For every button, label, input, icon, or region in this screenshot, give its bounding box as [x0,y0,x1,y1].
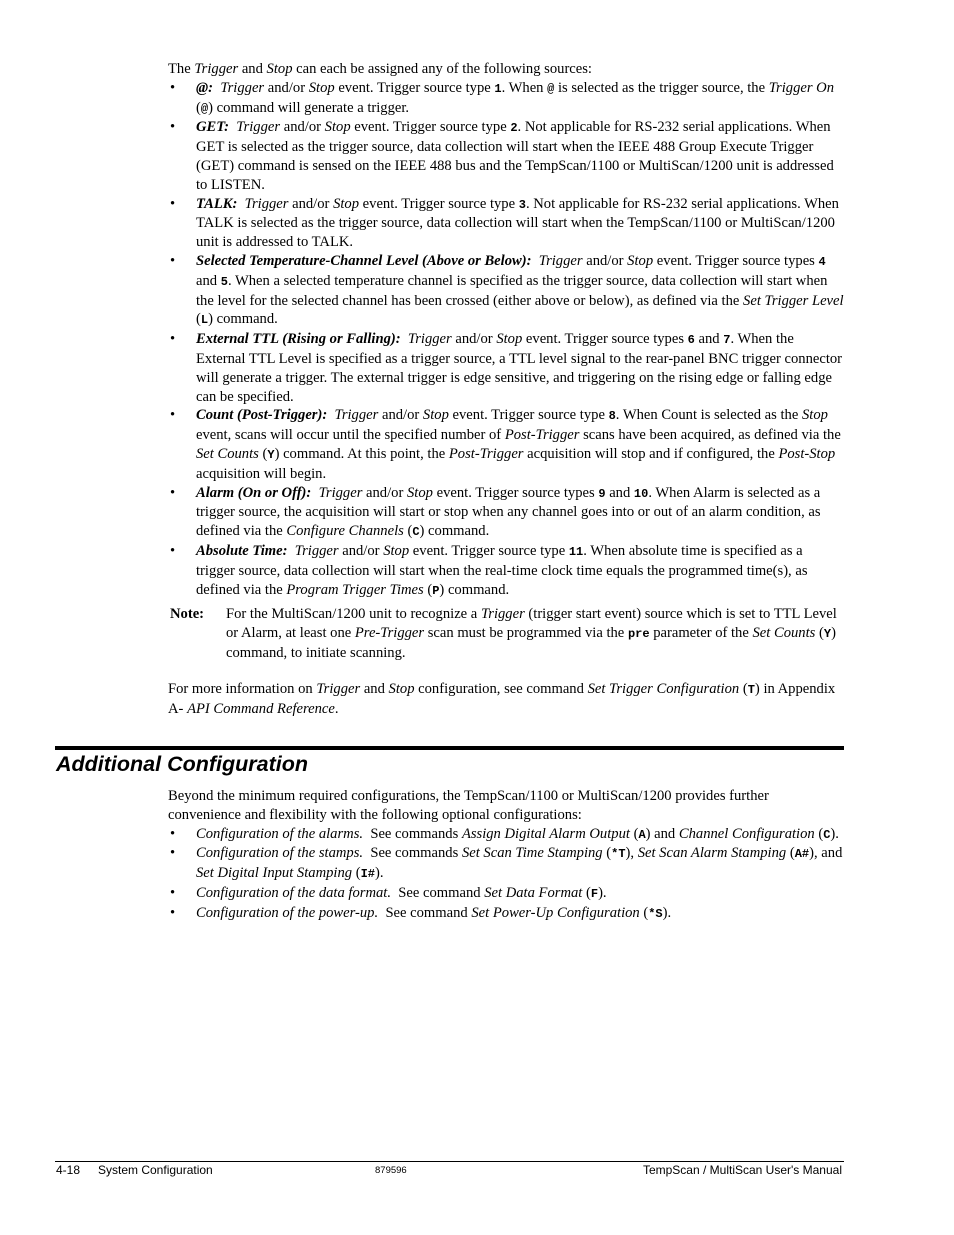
footer-doc-number: 879596 [375,1165,407,1176]
footer-chapter: System Configuration [98,1163,213,1177]
list-item: • Configuration of the power-up. See command Set Power-Up Configuration (*S). [168,904,844,924]
section-rule [55,746,844,750]
note-body: For the MultiScan/1200 unit to recognize a Trigger (trigger start event) source which is set to TTL Level or Alarm, at least one Pre-Trigger scan must be programmed via the pre parameter of the Set Counts (Y) command, to initiate scanning. [226,606,837,661]
list-item: • Alarm (On or Off): Trigger and/or Stop event. Trigger source types 9 and 10. When Alarm is selected as a trigger source, the acquisition will start or stop when any channel goes into or out of an alarm condition, as defined via the Configure Channels (C) command. [168,484,844,542]
list-item: • @: Trigger and/or Stop event. Trigger source type 1. When @ is selected as the trigger source, the Trigger On (@) command will generate a trigger. [168,79,844,119]
list-item: • External TTL (Rising or Falling): Trigger and/or Stop event. Trigger source types 6 and 7. When the External TTL Level is specified as a trigger source, a TTL level signal to the rear-panel BNC trigger connector will generate a trigger. The external trigger is edge sensitive, and triggering on the rising edge or falling edge can be specified. [168,330,844,406]
list-item: • Configuration of the stamps. See commands Set Scan Time Stamping (*T), Set Scan Alarm Stamping (A#), and Set Digital Input Stamping (I#). [168,844,844,884]
list-item: • TALK: Trigger and/or Stop event. Trigger source type 3. Not applicable for RS-232 serial applications. When TALK is selected as the trigger source, data collection will start when the TempScan/1100 or MultiScan/1200 unit is addressed to TALK. [168,195,844,252]
footer-manual-title: TempScan / MultiScan User's Manual [642,1163,842,1177]
additional-configuration-section [168,787,844,924]
note-label: Note: [170,606,205,622]
optional-configuration-list [168,825,844,924]
footer-page-number: 4-18 [56,1163,81,1177]
section-intro: Beyond the minimum required configurations, the TempScan/1100 or MultiScan/1200 provides further convenience and flexibility with the following optional configurations: [168,788,769,823]
list-item: • Configuration of the alarms. See commands Assign Digital Alarm Output (A) and Channel Configuration (C). [168,825,844,845]
list-item: • Absolute Time: Trigger and/or Stop event. Trigger source type 11. When absolute time is specified as a trigger source, data collection will start when the real-time clock time equals the programmed time(s), as defined via the Program Trigger Times (P) command. [168,542,844,600]
footer-rule [55,1161,844,1162]
list-item: • Configuration of the data format. See command Set Data Format (F). [168,884,844,904]
section-title: Additional Configuration [56,752,308,776]
more-info-paragraph: For more information on Trigger and Stop configuration, see command Set Trigger Configuration (T) in Appendix A- API Command Reference. [168,681,836,717]
trigger-sources-section [168,60,844,600]
list-item: • GET: Trigger and/or Stop event. Trigger source type 2. Not applicable for RS-232 serial applications. When GET is selected as the trigger source, data collection will start when the IEEE 488 Group Execute Trigger (GET) command is sensed on the IEEE 488 bus and the TempScan/1100 or MultiScan/1200 unit is addressed to LISTEN. [168,118,844,194]
list-item: • Selected Temperature-Channel Level (Above or Below): Trigger and/or Stop event. Trigger source types 4 and 5. When a selected temperature channel is specified as the trigger source, data collection will start when the level for the selected channel has been crossed (either above or below), as defined via the Set Trigger Level (L) command. [168,252,844,330]
intro-paragraph: The Trigger and Stop can each be assigned any of the following sources: [168,61,592,77]
list-item: • Count (Post-Trigger): Trigger and/or Stop event. Trigger source type 8. When Count is selected as the Stop event, scans will occur until the specified number of Post-Trigger scans have been acquired, as defined via the Set Counts (Y) command. At this point, the Post-Trigger acquisition will stop and if configured, the Post-Stop acquisition will begin. [168,406,844,483]
trigger-source-list [168,79,844,601]
